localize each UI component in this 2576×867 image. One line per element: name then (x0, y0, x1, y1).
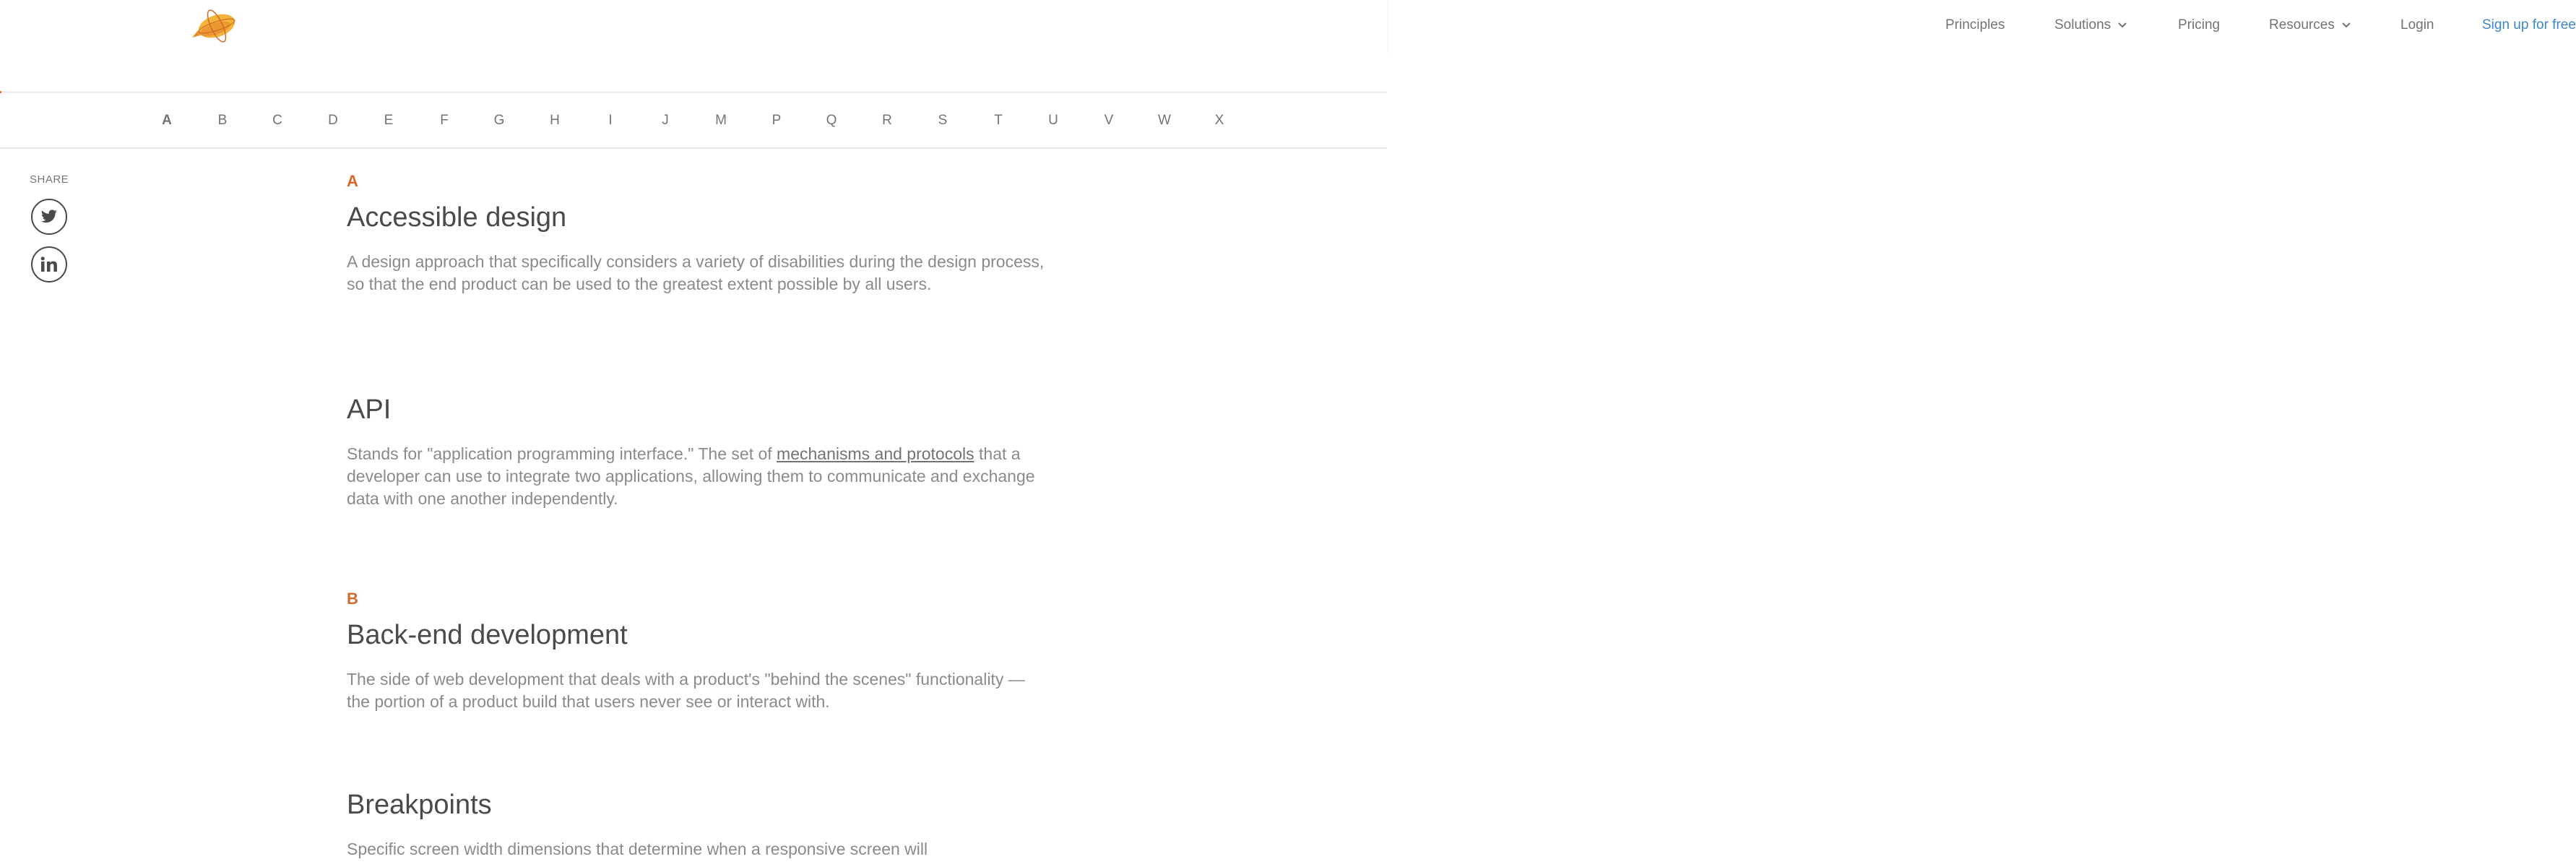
alphabet-letter-c[interactable]: C (272, 113, 282, 128)
share-label: SHARE (30, 173, 69, 186)
nav-principles-link[interactable] (1945, 17, 2005, 33)
term-definition: A design approach that specifically considers a variety of disabilities during the design process, so that the end product can be used to the greatest extent possible by all users. (347, 252, 1045, 293)
alphabet-letter-x[interactable]: X (1214, 113, 1224, 128)
section-letter: A (347, 172, 358, 190)
alphabet-index (0, 93, 1387, 149)
section-b-letter (347, 590, 1055, 608)
reading-progress-area (0, 53, 1387, 93)
term-title: API (347, 394, 392, 425)
zeppelin-logo-icon[interactable] (191, 6, 240, 46)
definition-text: Stands for "application programming interface." The set of (347, 444, 777, 463)
nav-signup-link[interactable] (2482, 17, 2576, 33)
share-sidebar (29, 173, 69, 186)
nav-solutions-label: Solutions (2054, 17, 2112, 33)
nav-solutions-dropdown[interactable] (2054, 17, 2127, 33)
nav-login-link[interactable] (2400, 17, 2434, 33)
term-definition: The side of web development that deals with a product's "behind the scenes" functionality — the portion of a product build that users never see or interact with. (347, 670, 1025, 711)
term-title: Breakpoints (347, 790, 492, 820)
alphabet-letter-m[interactable]: M (715, 113, 727, 128)
nav-resources-dropdown[interactable] (2269, 17, 2351, 33)
section-letter: B (347, 590, 358, 608)
nav-pricing-label: Pricing (2178, 17, 2221, 33)
alphabet-letter-r[interactable]: R (882, 113, 892, 128)
term-title: Accessible design (347, 202, 567, 233)
definition-text: that a developer can use to integrate two applications, allowing them to communicate and exchange data with one another independently. (347, 444, 1035, 508)
term-definition (347, 443, 1047, 510)
linkedin-share-button[interactable] (31, 246, 67, 282)
chevron-down-icon (2118, 22, 2127, 28)
glossary-entry-api (347, 394, 1055, 510)
section-a-letter (347, 172, 1055, 191)
top-navigation (0, 0, 2576, 53)
twitter-icon (40, 210, 58, 224)
alphabet-letter-a[interactable]: A (162, 113, 172, 128)
alphabet-letter-h[interactable]: H (550, 113, 560, 128)
glossary-entry-breakpoints (347, 790, 1055, 860)
linkedin-icon (40, 256, 58, 272)
nav-signup-label: Sign up for free (2482, 17, 2576, 33)
nav-resources-label: Resources (2269, 17, 2335, 33)
alphabet-letter-u[interactable]: U (1048, 113, 1058, 128)
alphabet-letter-i[interactable]: I (608, 113, 613, 128)
alphabet-letter-g[interactable]: G (493, 113, 505, 128)
alphabet-letter-j[interactable]: J (662, 113, 669, 128)
alphabet-letter-w[interactable]: W (1158, 113, 1171, 128)
alphabet-letter-t[interactable]: T (994, 113, 1003, 128)
twitter-share-button[interactable] (31, 199, 67, 235)
term-title: Back-end development (347, 620, 628, 650)
alphabet-letter-p[interactable]: P (771, 113, 782, 128)
alphabet-letter-q[interactable]: Q (826, 113, 837, 128)
glossary-entry-back-end-development (347, 620, 1055, 713)
alphabet-letter-e[interactable]: E (384, 113, 394, 128)
alphabet-letter-s[interactable]: S (938, 113, 948, 128)
chevron-down-icon (2342, 22, 2351, 28)
alphabet-letter-v[interactable]: V (1104, 113, 1114, 128)
alphabet-letter-f[interactable]: F (440, 113, 449, 128)
glossary-entry-accessible-design (347, 202, 1055, 296)
mechanisms-and-protocols-link[interactable]: mechanisms and protocols (777, 444, 974, 463)
alphabet-letter-b[interactable]: B (217, 113, 228, 128)
nav-pricing-link[interactable] (2178, 17, 2220, 33)
nav-login-label: Login (2400, 17, 2434, 33)
alphabet-letter-d[interactable]: D (328, 113, 338, 128)
term-definition: Specific screen width dimensions that determine when a responsive screen will (347, 840, 928, 858)
nav-principles-label: Principles (1945, 17, 2005, 33)
